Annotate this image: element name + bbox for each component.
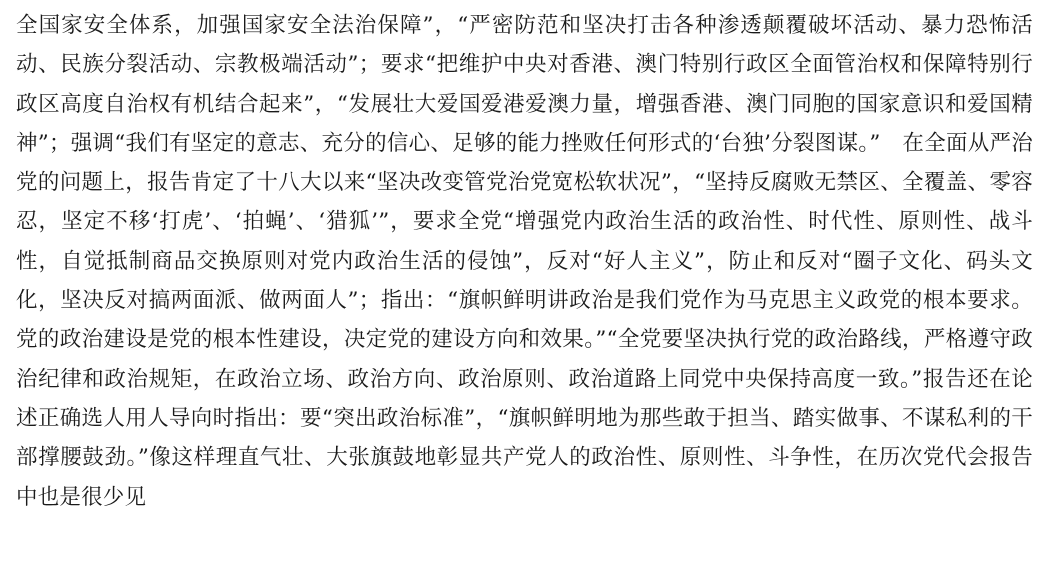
body-paragraph: 全国家安全体系，加强国家安全法治保障”，“严密防范和坚决打击各种渗透颠覆破坏活动、暴力恐怖活动、民族分裂活动、宗教极端活动”；要求“把维护中央对香港、澳门特别行政区全面管治权和保障特别行政区高度自治权有机结合起来”，“发展壮大爱国爱港爱澳力量，增强香港、澳门同胞的国家意识和爱国精神”；强调“我们有坚定的意志、充分的信心、足够的能力挫败任何形式的‘台独’分裂图谋。” 在全面从严治党的问题上，报告肯定了十八大以来“坚决改变管党治党宽松软状况”，“坚持反腐败无禁区、全覆盖、零容忍，坚定不移‘打虎’、‘拍蝇’、‘猎狐’”，要求全党“增强党内政治生活的政治性、时代性、原则性、战斗性，自觉抵制商品交换原则对党内政治生活的侵蚀”，反对“好人主义”，防止和反对“圈子文化、码头文化，坚决反对搞两面派、做两面人”；指出：“旗帜鲜明讲政治是我们党作为马克思主义政党的根本要求。党的政治建设是党的根本性建设，决定党的建设方向和效果。”“全党要坚决执行党的政治路线，严格遵守政治纪律和政治规矩，在政治立场、政治方向、政治原则、政治道路上同党中央保持高度一致。”报告还在论述正确选人用人导向时指出：要“突出政治标准”，“旗帜鲜明地为那些敢于担当、踏实做事、不谋私利的干部撑腰鼓劲。”像这样理直气壮、大张旗鼓地彰显共产党人的政治性、原则性、斗争性，在历次党代会报告中也是很少见 (16, 13, 1033, 510)
